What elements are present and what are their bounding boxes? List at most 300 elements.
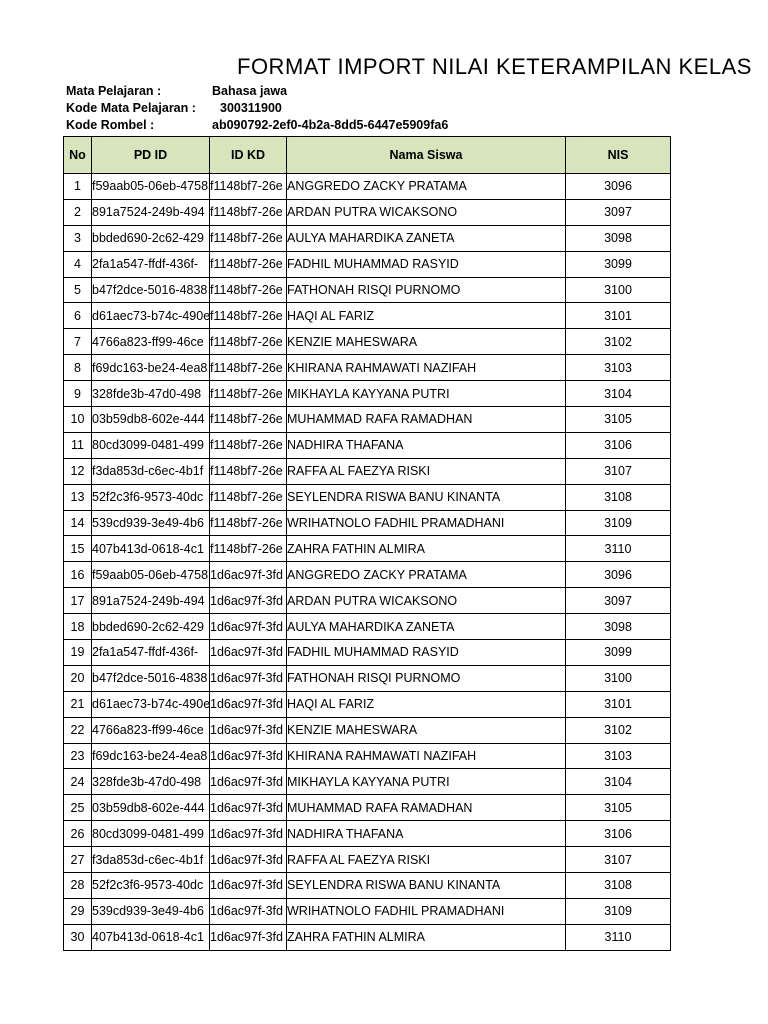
cell-nama-siswa[interactable]	[287, 251, 566, 277]
cell-pd-id[interactable]	[92, 484, 210, 510]
cell-id-kd[interactable]	[210, 277, 287, 303]
cell-nama-siswa[interactable]	[287, 225, 566, 251]
cell-no-text: 25	[70, 800, 85, 815]
cell-pd-id-text: 407b413d-0618-4c1	[92, 541, 204, 556]
cell-nama-siswa[interactable]	[287, 174, 566, 200]
cell-nama-siswa-text: KHIRANA RAHMAWATI NAZIFAH	[287, 749, 477, 764]
cell-pd-id-text: 407b413d-0618-4c1	[92, 930, 204, 945]
cell-nis-text: 3106	[604, 826, 632, 841]
cell-pd-id[interactable]	[92, 251, 210, 277]
cell-nama-siswa-text: WRIHATNOLO FADHIL PRAMADHANI	[287, 516, 505, 531]
cell-nama-siswa[interactable]	[287, 510, 566, 536]
cell-id-kd-text: f1148bf7-26e	[210, 231, 283, 246]
col-header-nis[interactable]: NIS	[566, 137, 671, 174]
cell-nama-siswa[interactable]	[287, 821, 566, 847]
cell-nis-text: 3105	[604, 800, 632, 815]
cell-no[interactable]	[64, 821, 92, 847]
cell-pd-id-text: f3da853d-c6ec-4b1f	[92, 464, 204, 479]
cell-nama-siswa[interactable]	[287, 355, 566, 381]
cell-nama-siswa-text: NADHIRA THAFANA	[287, 438, 404, 453]
cell-id-kd[interactable]	[210, 717, 287, 743]
cell-nama-siswa-text: ANGGREDO ZACKY PRATAMA	[287, 567, 467, 582]
table-row	[64, 484, 671, 510]
cell-nis[interactable]	[566, 381, 671, 407]
cell-pd-id[interactable]	[92, 458, 210, 484]
cell-nis[interactable]	[566, 199, 671, 225]
cell-nis[interactable]	[566, 510, 671, 536]
cell-nis[interactable]	[566, 329, 671, 355]
cell-nis[interactable]	[566, 174, 671, 200]
cell-pd-id[interactable]	[92, 717, 210, 743]
cell-nama-siswa[interactable]	[287, 562, 566, 588]
cell-id-kd-text: 1d6ac97f-3fd	[210, 774, 283, 789]
cell-nama-siswa[interactable]	[287, 329, 566, 355]
cell-nis[interactable]	[566, 251, 671, 277]
cell-pd-id-text: f69dc163-be24-4ea8	[92, 360, 208, 375]
cell-id-kd-text: f1148bf7-26e	[210, 438, 283, 453]
cell-id-kd-text: 1d6ac97f-3fd	[210, 723, 283, 738]
cell-pd-id[interactable]	[92, 847, 210, 873]
cell-id-kd-text: 1d6ac97f-3fd	[210, 567, 283, 582]
cell-pd-id[interactable]	[92, 355, 210, 381]
cell-no[interactable]	[64, 225, 92, 251]
cell-nis-text: 3102	[604, 723, 632, 738]
cell-pd-id-text: 03b59db8-602e-444	[92, 800, 205, 815]
cell-nis[interactable]	[566, 898, 671, 924]
cell-no[interactable]	[64, 432, 92, 458]
cell-id-kd-text: 1d6ac97f-3fd	[210, 800, 283, 815]
cell-id-kd[interactable]	[210, 510, 287, 536]
meta-label: Kode Mata Pelajaran :	[66, 101, 196, 115]
cell-nis[interactable]	[566, 458, 671, 484]
cell-nama-siswa-text: HAQI AL FARIZ	[287, 697, 375, 712]
col-header-id-kd[interactable]: ID KD	[210, 137, 287, 174]
cell-id-kd-text: 1d6ac97f-3fd	[210, 671, 283, 686]
cell-nama-siswa[interactable]	[287, 924, 566, 950]
cell-no[interactable]	[64, 407, 92, 433]
cell-no[interactable]	[64, 665, 92, 691]
cell-nama-siswa[interactable]	[287, 381, 566, 407]
cell-pd-id[interactable]	[92, 873, 210, 899]
cell-no[interactable]	[64, 174, 92, 200]
cell-no-text: 22	[70, 723, 85, 738]
cell-pd-id[interactable]	[92, 769, 210, 795]
cell-id-kd-text: 1d6ac97f-3fd	[210, 930, 283, 945]
cell-pd-id-text: f59aab05-06eb-4758	[92, 567, 209, 582]
cell-pd-id[interactable]	[92, 898, 210, 924]
cell-no-text: 2	[74, 205, 81, 220]
cell-no[interactable]	[64, 381, 92, 407]
cell-nis[interactable]	[566, 562, 671, 588]
meta-value: Bahasa jawa	[212, 84, 288, 98]
cell-nama-siswa[interactable]	[287, 691, 566, 717]
cell-id-kd-text: f1148bf7-26e	[210, 334, 283, 349]
meta-value: 300311900	[220, 101, 282, 115]
cell-pd-id-text: f59aab05-06eb-4758	[92, 179, 209, 194]
table-row	[64, 924, 671, 950]
cell-no[interactable]	[64, 277, 92, 303]
cell-pd-id-text: 4766a823-ff99-46ce	[92, 334, 204, 349]
cell-no[interactable]	[64, 743, 92, 769]
table-row	[64, 898, 671, 924]
cell-nama-siswa[interactable]	[287, 303, 566, 329]
cell-nama-siswa-text: ZAHRA FATHIN ALMIRA	[287, 541, 425, 556]
cell-nama-siswa-text: KENZIE MAHESWARA	[287, 334, 418, 349]
cell-nama-siswa[interactable]	[287, 769, 566, 795]
cell-nama-siswa[interactable]	[287, 614, 566, 640]
cell-id-kd[interactable]	[210, 691, 287, 717]
cell-pd-id-text: b47f2dce-5016-4838	[92, 283, 208, 297]
table-row	[64, 277, 671, 303]
cell-nama-siswa-text: ARDAN PUTRA WICAKSONO	[287, 205, 458, 220]
cell-no[interactable]	[64, 924, 92, 950]
cell-no[interactable]	[64, 873, 92, 899]
cell-pd-id[interactable]	[92, 329, 210, 355]
cell-pd-id-text: 2fa1a547-ffdf-436f-	[92, 645, 199, 660]
cell-no[interactable]	[64, 795, 92, 821]
cell-pd-id-text: 4766a823-ff99-46ce	[92, 723, 204, 738]
cell-no-text: 12	[70, 464, 85, 479]
cell-nis-text: 3110	[604, 541, 632, 556]
cell-pd-id[interactable]	[92, 303, 210, 329]
cell-nis-text: 3100	[604, 283, 632, 297]
cell-pd-id-text: bbded690-2c62-429	[92, 231, 204, 246]
cell-pd-id-text: f3da853d-c6ec-4b1f	[92, 852, 204, 867]
cell-nama-siswa[interactable]	[287, 665, 566, 691]
cell-no[interactable]	[64, 614, 92, 640]
cell-no-text: 11	[71, 438, 84, 453]
cell-id-kd-text: f1148bf7-26e	[210, 412, 283, 427]
cell-nama-siswa[interactable]	[287, 536, 566, 562]
cell-pd-id[interactable]	[92, 795, 210, 821]
cell-no-text: 5	[74, 283, 81, 297]
cell-pd-id-text: 52f2c3f6-9573-40dc	[92, 490, 204, 505]
cell-nis[interactable]	[566, 303, 671, 329]
table-row	[64, 329, 671, 355]
cell-no[interactable]	[64, 199, 92, 225]
cell-nis-text: 3103	[604, 360, 632, 375]
meta-value: ab090792-2ef0-4b2a-8dd5-6447e5909fa6	[212, 118, 449, 132]
cell-no[interactable]	[64, 769, 92, 795]
cell-nis[interactable]	[566, 640, 671, 666]
cell-no[interactable]	[64, 510, 92, 536]
cell-pd-id[interactable]	[92, 562, 210, 588]
cell-id-kd[interactable]	[210, 329, 287, 355]
cell-no[interactable]	[64, 303, 92, 329]
cell-pd-id[interactable]	[92, 924, 210, 950]
cell-id-kd-text: 1d6ac97f-3fd	[210, 878, 283, 893]
cell-id-kd[interactable]	[210, 251, 287, 277]
cell-nama-siswa-text: MUHAMMAD RAFA RAMADHAN	[287, 412, 473, 427]
cell-nama-siswa-text: MIKHAYLA KAYYANA PUTRI	[287, 386, 450, 401]
cell-no-text: 28	[70, 878, 85, 893]
sheet-title-area	[0, 54, 752, 79]
cell-no-text: 30	[70, 930, 85, 945]
cell-nama-siswa-text: FADHIL MUHAMMAD RASYID	[287, 257, 459, 272]
cell-nis[interactable]	[566, 847, 671, 873]
cell-nama-siswa-text: SEYLENDRA RISWA BANU KINANTA	[287, 490, 501, 505]
cell-nis[interactable]	[566, 225, 671, 251]
cell-id-kd[interactable]	[210, 303, 287, 329]
table-row	[64, 769, 671, 795]
cell-id-kd-text: f1148bf7-26e	[210, 490, 283, 505]
cell-id-kd[interactable]	[210, 484, 287, 510]
cell-id-kd[interactable]	[210, 225, 287, 251]
cell-nama-siswa[interactable]	[287, 795, 566, 821]
cell-no-text: 10	[70, 412, 85, 427]
cell-nama-siswa[interactable]	[287, 484, 566, 510]
cell-nama-siswa[interactable]	[287, 873, 566, 899]
cell-id-kd[interactable]	[210, 588, 287, 614]
cell-pd-id-text: f69dc163-be24-4ea8	[92, 749, 208, 764]
cell-nama-siswa-text: ANGGREDO ZACKY PRATAMA	[287, 179, 467, 194]
cell-no-text: 18	[70, 619, 85, 634]
cell-id-kd-text: f1148bf7-26e	[210, 386, 283, 401]
table-row	[64, 303, 671, 329]
cell-no-text: 29	[70, 904, 85, 919]
cell-no[interactable]	[64, 847, 92, 873]
cell-no-text: 8	[74, 360, 81, 375]
cell-no-text: 26	[70, 826, 85, 841]
cell-nis-text: 3101	[604, 308, 632, 323]
cell-nis-text: 3096	[604, 567, 632, 582]
cell-pd-id[interactable]	[92, 277, 210, 303]
cell-id-kd[interactable]	[210, 821, 287, 847]
cell-nama-siswa-text: HAQI AL FARIZ	[287, 308, 375, 323]
cell-nis[interactable]	[566, 665, 671, 691]
cell-nis-text: 3097	[604, 593, 632, 608]
cell-no[interactable]	[64, 484, 92, 510]
table-row	[64, 199, 671, 225]
cell-id-kd-text: f1148bf7-26e	[210, 308, 283, 323]
table-row	[64, 640, 671, 666]
cell-nis[interactable]	[566, 795, 671, 821]
cell-pd-id-text: 80cd3099-0481-499	[92, 826, 204, 841]
cell-pd-id[interactable]	[92, 407, 210, 433]
table-row	[64, 821, 671, 847]
table-row	[64, 873, 671, 899]
cell-nis[interactable]	[566, 277, 671, 303]
cell-id-kd[interactable]	[210, 665, 287, 691]
cell-pd-id-text: bbded690-2c62-429	[92, 619, 204, 634]
cell-nis[interactable]	[566, 484, 671, 510]
cell-nis[interactable]	[566, 873, 671, 899]
cell-no[interactable]	[64, 251, 92, 277]
cell-id-kd-text: 1d6ac97f-3fd	[210, 645, 283, 660]
cell-nama-siswa[interactable]	[287, 588, 566, 614]
cell-nis-text: 3107	[604, 464, 632, 479]
cell-id-kd[interactable]	[210, 536, 287, 562]
cell-no[interactable]	[64, 691, 92, 717]
cell-pd-id[interactable]	[92, 588, 210, 614]
sheet-title: FORMAT IMPORT NILAI KETERAMPILAN KELAS	[237, 54, 752, 79]
cell-no-text: 6	[74, 308, 81, 323]
cell-id-kd[interactable]	[210, 847, 287, 873]
table-row	[64, 795, 671, 821]
cell-pd-id[interactable]	[92, 640, 210, 666]
cell-no[interactable]	[64, 355, 92, 381]
cell-nis-text: 3103	[604, 749, 632, 764]
cell-pd-id[interactable]	[92, 614, 210, 640]
cell-id-kd[interactable]	[210, 924, 287, 950]
cell-nis[interactable]	[566, 432, 671, 458]
cell-nama-siswa-text: ZAHRA FATHIN ALMIRA	[287, 930, 425, 945]
cell-nis-text: 3102	[604, 334, 632, 349]
cell-nama-siswa-text: KHIRANA RAHMAWATI NAZIFAH	[287, 360, 477, 375]
cell-id-kd[interactable]	[210, 199, 287, 225]
cell-nis[interactable]	[566, 536, 671, 562]
cell-nama-siswa-text: KENZIE MAHESWARA	[287, 723, 418, 738]
cell-nama-siswa[interactable]	[287, 199, 566, 225]
cell-no[interactable]	[64, 536, 92, 562]
cell-nama-siswa-text: NADHIRA THAFANA	[287, 826, 404, 841]
cell-no-text: 23	[70, 749, 85, 764]
cell-pd-id-text: 539cd939-3e49-4b6	[92, 904, 204, 919]
cell-id-kd[interactable]	[210, 458, 287, 484]
cell-nis-text: 3109	[604, 516, 632, 531]
cell-no-text: 20	[70, 671, 85, 686]
table-row	[64, 432, 671, 458]
table-row	[64, 717, 671, 743]
cell-nis-text: 3104	[604, 386, 632, 401]
cell-pd-id[interactable]	[92, 821, 210, 847]
cell-no[interactable]	[64, 329, 92, 355]
cell-nama-siswa[interactable]	[287, 898, 566, 924]
cell-nama-siswa[interactable]	[287, 847, 566, 873]
cell-no-text: 19	[70, 645, 85, 660]
cell-no[interactable]	[64, 588, 92, 614]
cell-nama-siswa[interactable]	[287, 743, 566, 769]
cell-pd-id[interactable]	[92, 536, 210, 562]
cell-pd-id[interactable]	[92, 199, 210, 225]
cell-nama-siswa-text: RAFFA AL FAEZYA RISKI	[287, 464, 431, 479]
cell-nama-siswa[interactable]	[287, 432, 566, 458]
col-header-no[interactable]: No	[64, 137, 92, 174]
cell-id-kd[interactable]	[210, 769, 287, 795]
cell-nis-text: 3108	[604, 878, 632, 893]
cell-pd-id[interactable]	[92, 225, 210, 251]
cell-nis[interactable]	[566, 769, 671, 795]
cell-pd-id[interactable]	[92, 174, 210, 200]
table-row	[64, 251, 671, 277]
cell-nis-text: 3098	[604, 619, 632, 634]
table-row	[64, 614, 671, 640]
cell-id-kd[interactable]	[210, 614, 287, 640]
cell-pd-id[interactable]	[92, 381, 210, 407]
cell-nama-siswa-text: SEYLENDRA RISWA BANU KINANTA	[287, 878, 501, 893]
cell-nama-siswa[interactable]	[287, 640, 566, 666]
cell-no-text: 4	[74, 257, 81, 272]
cell-pd-id-text: 539cd939-3e49-4b6	[92, 516, 204, 531]
table-row	[64, 743, 671, 769]
cell-id-kd-text: f1148bf7-26e	[210, 283, 283, 297]
cell-id-kd-text: f1148bf7-26e	[210, 516, 283, 531]
cell-pd-id[interactable]	[92, 510, 210, 536]
cell-pd-id-text: 891a7524-249b-494	[92, 205, 205, 220]
col-header-nama-siswa[interactable]: Nama Siswa	[287, 137, 566, 174]
cell-no[interactable]	[64, 898, 92, 924]
cell-id-kd[interactable]	[210, 898, 287, 924]
cell-nis-text: 3096	[604, 179, 632, 194]
cell-nama-siswa-text: FATHONAH RISQI PURNOMO	[287, 671, 461, 686]
cell-id-kd[interactable]	[210, 640, 287, 666]
cell-no[interactable]	[64, 640, 92, 666]
cell-id-kd[interactable]	[210, 174, 287, 200]
cell-id-kd[interactable]	[210, 743, 287, 769]
cell-nama-siswa-text: WRIHATNOLO FADHIL PRAMADHANI	[287, 904, 505, 919]
table-row	[64, 510, 671, 536]
cell-no-text: 14	[70, 516, 85, 531]
cell-nis[interactable]	[566, 407, 671, 433]
cell-no[interactable]	[64, 717, 92, 743]
table-row	[64, 588, 671, 614]
cell-nis-text: 3105	[604, 412, 632, 427]
cell-nama-siswa-text: ARDAN PUTRA WICAKSONO	[287, 593, 458, 608]
cell-nama-siswa[interactable]	[287, 458, 566, 484]
cell-pd-id[interactable]	[92, 665, 210, 691]
cell-pd-id[interactable]	[92, 691, 210, 717]
cell-nis[interactable]	[566, 717, 671, 743]
table-row	[64, 691, 671, 717]
cell-no-text: 17	[70, 593, 85, 608]
cell-no[interactable]	[64, 562, 92, 588]
table-row	[64, 458, 671, 484]
cell-id-kd-text: f1148bf7-26e	[210, 257, 283, 272]
student-table	[63, 136, 671, 951]
cell-id-kd-text: f1148bf7-26e	[210, 360, 283, 375]
col-header-pd-id[interactable]: PD ID	[92, 137, 210, 174]
cell-id-kd[interactable]	[210, 407, 287, 433]
cell-id-kd-text: f1148bf7-26e	[210, 205, 283, 220]
cell-nis[interactable]	[566, 614, 671, 640]
cell-pd-id[interactable]	[92, 743, 210, 769]
cell-pd-id[interactable]	[92, 432, 210, 458]
cell-id-kd[interactable]	[210, 381, 287, 407]
cell-id-kd[interactable]	[210, 873, 287, 899]
cell-nis-text: 3097	[604, 205, 632, 220]
cell-nis[interactable]	[566, 924, 671, 950]
cell-id-kd-text: f1148bf7-26e	[210, 179, 283, 194]
cell-nis-text: 3099	[604, 257, 632, 272]
cell-nis[interactable]	[566, 355, 671, 381]
cell-nis[interactable]	[566, 691, 671, 717]
cell-pd-id-text: 891a7524-249b-494	[92, 593, 205, 608]
cell-id-kd[interactable]	[210, 355, 287, 381]
cell-id-kd[interactable]	[210, 795, 287, 821]
cell-id-kd-text: 1d6ac97f-3fd	[210, 593, 283, 608]
cell-nis[interactable]	[566, 743, 671, 769]
cell-nama-siswa-text: FATHONAH RISQI PURNOMO	[287, 283, 461, 297]
cell-nis-text: 3101	[604, 697, 632, 712]
cell-nama-siswa[interactable]	[287, 277, 566, 303]
table-row	[64, 225, 671, 251]
meta-label: Kode Rombel :	[66, 118, 155, 132]
cell-no-text: 3	[74, 231, 81, 246]
cell-id-kd[interactable]	[210, 562, 287, 588]
cell-no[interactable]	[64, 458, 92, 484]
cell-nis[interactable]	[566, 588, 671, 614]
cell-nama-siswa-text: AULYA MAHARDIKA ZANETA	[287, 619, 455, 634]
cell-id-kd[interactable]	[210, 432, 287, 458]
cell-nama-siswa-text: MUHAMMAD RAFA RAMADHAN	[287, 800, 473, 815]
cell-nis-text: 3098	[604, 231, 632, 246]
cell-pd-id-text: 328fde3b-47d0-498	[92, 386, 202, 401]
cell-nama-siswa[interactable]	[287, 717, 566, 743]
cell-nama-siswa[interactable]	[287, 407, 566, 433]
table-body	[64, 174, 671, 951]
table-row	[64, 562, 671, 588]
cell-nis[interactable]	[566, 821, 671, 847]
